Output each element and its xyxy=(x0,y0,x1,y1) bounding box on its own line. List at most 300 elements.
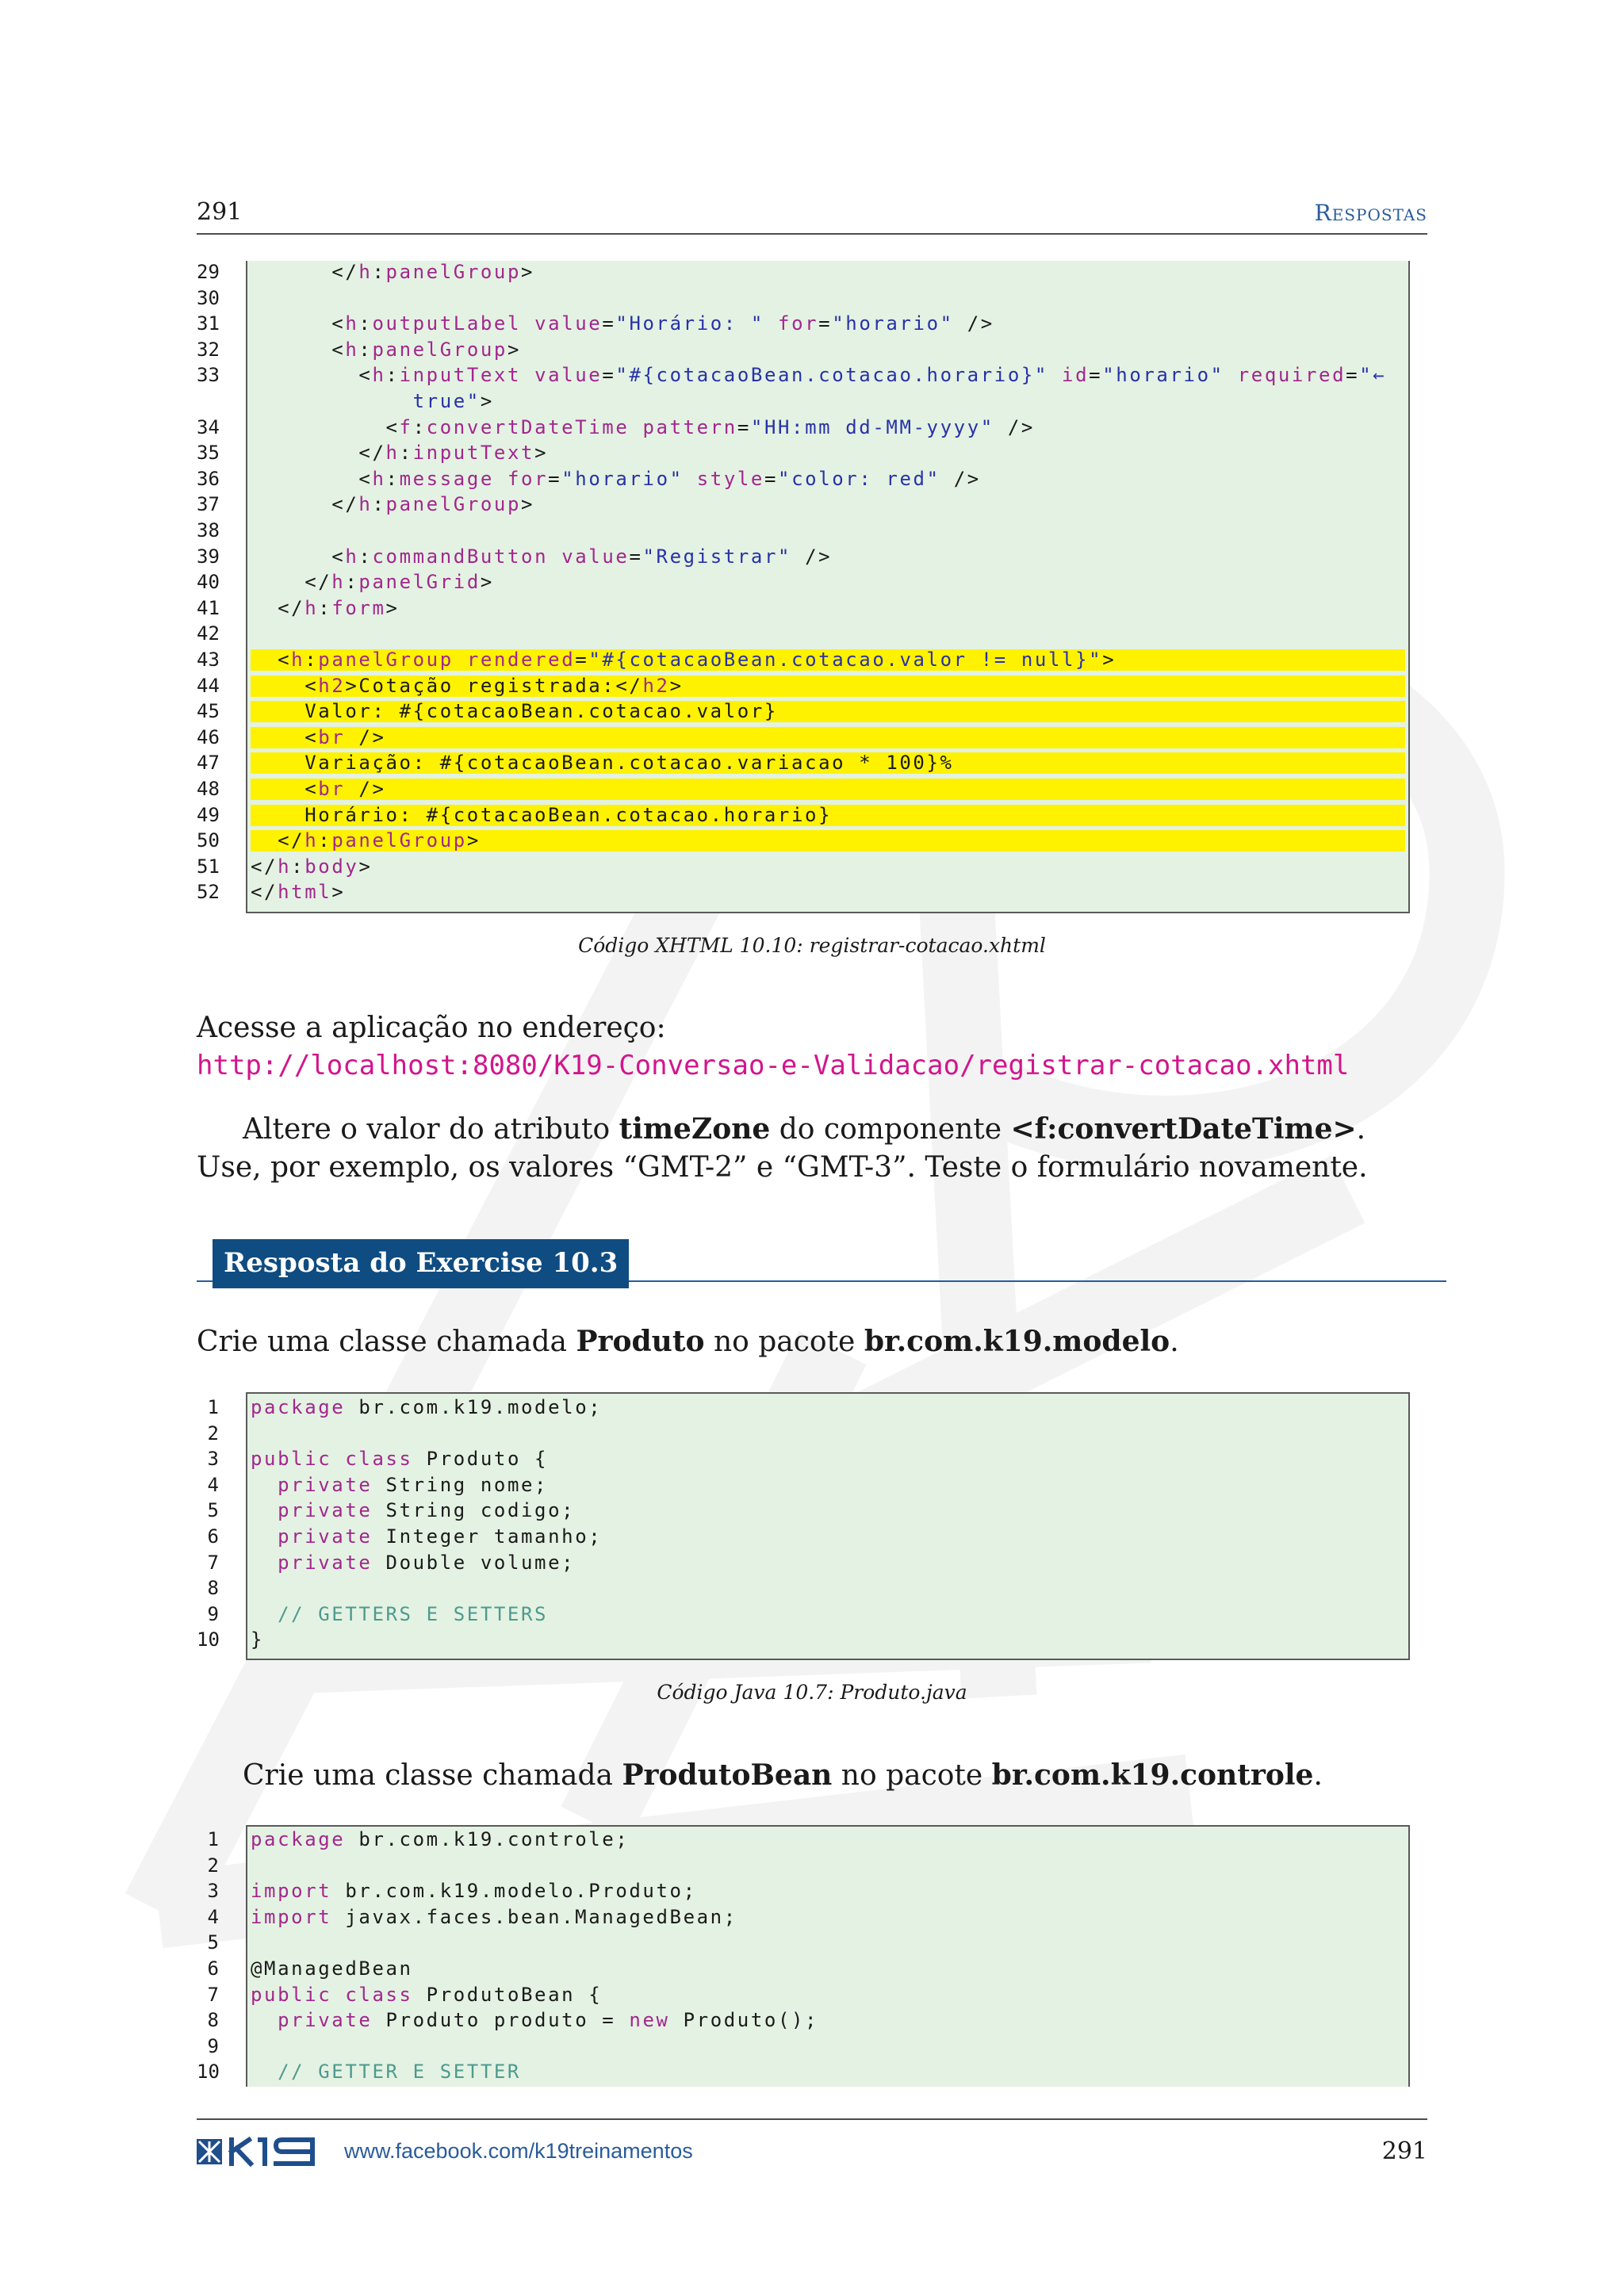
code-line xyxy=(197,311,1410,337)
code-token xyxy=(764,312,778,335)
code-token: inputText xyxy=(399,364,522,387)
line-number: 3 xyxy=(207,1448,219,1471)
code-line xyxy=(197,1930,1410,1956)
code-line xyxy=(197,647,1410,673)
code-text xyxy=(251,337,521,363)
code-line xyxy=(197,1550,1410,1576)
code-token: value xyxy=(561,545,630,568)
line-number: 50 xyxy=(197,829,220,852)
line-number: 5 xyxy=(207,1931,219,1954)
code-line xyxy=(197,259,1410,285)
code-text xyxy=(251,1524,602,1550)
code-line xyxy=(197,879,1410,905)
code-token: body xyxy=(304,855,359,878)
code-token: private xyxy=(278,1499,373,1522)
line-number: 9 xyxy=(207,2034,219,2057)
line-number: 46 xyxy=(197,725,220,748)
timezone-paragraph xyxy=(197,1110,1427,1187)
code-line xyxy=(197,1395,1410,1421)
code-token: = xyxy=(764,467,779,490)
code-token: h xyxy=(345,312,359,335)
code-text xyxy=(251,466,981,492)
code-token: message xyxy=(399,467,494,490)
code-token: h xyxy=(345,545,359,568)
code-token: : xyxy=(345,571,359,594)
code-line xyxy=(197,828,1410,854)
code-line xyxy=(197,2059,1410,2085)
code-text xyxy=(251,1627,264,1653)
code-token: < xyxy=(251,545,346,568)
code-text xyxy=(251,725,386,751)
code-token: = xyxy=(602,364,616,387)
code-token xyxy=(1048,364,1062,386)
code-line xyxy=(197,1956,1410,1982)
code-text xyxy=(251,1498,575,1524)
line-number: 41 xyxy=(197,596,220,619)
code-text xyxy=(251,698,778,725)
line-number: 49 xyxy=(197,803,220,826)
code-token: /> xyxy=(994,415,1035,438)
code-token: < xyxy=(251,467,373,490)
code-line xyxy=(197,1827,1410,1853)
code-token: "Horário: " xyxy=(615,312,764,335)
code-text xyxy=(251,1904,737,1931)
code-token: < xyxy=(251,725,319,748)
code-token: > xyxy=(480,390,494,412)
code-token xyxy=(629,416,642,438)
code-token xyxy=(331,1984,345,2006)
code-line xyxy=(197,285,1410,312)
line-number: 2 xyxy=(207,1854,219,1877)
code-token: br xyxy=(318,725,346,748)
code-token: Produto produto = xyxy=(372,2009,630,2032)
code-line xyxy=(197,492,1410,518)
code-token xyxy=(251,1474,278,1496)
code-token: > xyxy=(534,442,549,465)
code-token: "horario" xyxy=(1102,364,1224,387)
para-text: . xyxy=(1313,1759,1323,1792)
line-number: 48 xyxy=(197,778,220,800)
line-number: 1 xyxy=(207,1828,219,1850)
code-token: : xyxy=(399,442,413,465)
code-token: convertDateTime xyxy=(426,415,630,438)
access-text: Acesse a aplicação no endereço: xyxy=(197,1012,666,1044)
code-text xyxy=(251,544,832,570)
code-line xyxy=(197,544,1410,570)
line-number: 31 xyxy=(197,312,220,335)
code-token: = xyxy=(818,312,833,335)
para-text: . Use, por exemplo, os valores “GMT-2” e “GMT-3”. Teste o formulário novamente. xyxy=(197,1113,1368,1184)
line-number: 7 xyxy=(207,1551,219,1574)
code-line xyxy=(197,1524,1410,1550)
code-token: br.com.k19.modelo; xyxy=(345,1396,603,1418)
code-token: > xyxy=(331,881,346,904)
line-number: 2 xyxy=(207,1422,219,1445)
line-number: 51 xyxy=(197,855,220,878)
code-line xyxy=(197,2007,1410,2034)
code-listing-java-produtobean xyxy=(197,1825,1410,2087)
code-token: outputLabel xyxy=(372,312,522,335)
line-highlight xyxy=(251,779,1405,800)
code-token: private xyxy=(278,1473,373,1496)
code-token: /> xyxy=(345,725,386,748)
code-token: < xyxy=(251,778,319,800)
code-token: </ xyxy=(251,442,386,465)
code-token: : xyxy=(318,596,332,619)
code-token: /> xyxy=(791,545,833,568)
section-title: Respostas xyxy=(1314,200,1427,226)
code-line xyxy=(197,1627,1410,1653)
code-text xyxy=(251,2059,521,2085)
code-line xyxy=(197,1472,1410,1498)
code-token: Double volume; xyxy=(372,1551,576,1574)
code-token: = xyxy=(1089,364,1103,387)
code-line xyxy=(197,750,1410,776)
line-number: 4 xyxy=(207,1905,219,1928)
code-line xyxy=(197,1982,1410,2008)
code-token: > xyxy=(521,493,535,516)
code-listing-xhtml xyxy=(197,261,1410,913)
code-line xyxy=(197,1853,1410,1879)
code-token: // GETTER E SETTER xyxy=(251,2061,521,2084)
code-token: h xyxy=(358,261,373,283)
code-text xyxy=(251,879,345,905)
line-number: 7 xyxy=(207,1983,219,2006)
code-token: = xyxy=(602,312,616,335)
code-token: br.com.k19.controle; xyxy=(345,1828,630,1850)
line-number: 5 xyxy=(207,1499,219,1522)
code-token: h xyxy=(291,649,305,671)
code-text xyxy=(251,492,534,518)
code-token: panelGroup xyxy=(372,338,508,361)
code-token: </ xyxy=(251,881,278,904)
code-token: /> xyxy=(953,312,994,335)
line-highlight xyxy=(251,727,1405,748)
para-bold: timeZone xyxy=(619,1112,771,1146)
code-token: // GETTERS E SETTERS xyxy=(251,1602,549,1625)
code-token: < xyxy=(251,674,319,697)
code-line xyxy=(197,595,1410,622)
code-token: > xyxy=(507,338,522,361)
code-line xyxy=(197,466,1410,492)
code-token: = xyxy=(629,545,643,568)
code-token: : xyxy=(358,545,373,568)
code-token: < xyxy=(251,364,373,387)
code-token: h xyxy=(385,442,400,465)
para-bold: br.com.k19.controle xyxy=(991,1758,1314,1792)
produto-paragraph xyxy=(197,1322,1427,1361)
para-bold: ProdutoBean xyxy=(622,1758,833,1792)
code-token: pattern xyxy=(642,415,737,438)
line-number: 3 xyxy=(207,1880,219,1903)
code-text xyxy=(251,440,548,466)
line-number: 8 xyxy=(207,1577,219,1600)
code-token xyxy=(521,364,534,386)
code-token: commandButton xyxy=(372,545,549,568)
line-number: 10 xyxy=(197,2061,220,2084)
footer-link[interactable]: www.facebook.com/k19treinamentos xyxy=(344,2139,693,2163)
code-token xyxy=(1224,364,1238,386)
line-number: 37 xyxy=(197,493,220,516)
code-line xyxy=(197,1904,1410,1931)
code-text xyxy=(251,750,954,776)
code-token: h xyxy=(331,571,346,594)
line-number: 29 xyxy=(197,261,220,283)
code-token: > xyxy=(466,829,481,852)
code-text xyxy=(251,1601,548,1628)
code-token: class xyxy=(345,1448,413,1471)
code-line xyxy=(197,673,1410,699)
line-number: 33 xyxy=(197,364,220,387)
code-text xyxy=(251,415,1035,441)
para-bold: Produto xyxy=(576,1325,705,1358)
para-text: Crie uma classe chamada xyxy=(197,1326,576,1358)
page-number: 291 xyxy=(197,198,243,226)
code-line xyxy=(197,1878,1410,1904)
code-token: Produto { xyxy=(412,1448,549,1471)
code-token: public xyxy=(251,1983,332,2006)
code-token: class xyxy=(345,1983,413,2006)
code-token: f xyxy=(399,415,413,438)
code-token: h xyxy=(358,493,373,516)
code-token: "#{cotacaoBean.cotacao.valor != null}" xyxy=(588,649,1103,671)
k19-logo xyxy=(197,2136,320,2168)
code-token xyxy=(684,468,697,490)
code-text xyxy=(251,1956,413,1982)
code-text xyxy=(251,259,534,285)
code-token: = xyxy=(548,467,562,490)
code-line xyxy=(197,518,1410,544)
page-footer xyxy=(197,2118,1427,2182)
code-token: </ xyxy=(251,596,305,619)
line-number: 44 xyxy=(197,674,220,697)
code-token xyxy=(548,545,561,568)
code-token: html xyxy=(278,881,332,904)
code-text xyxy=(251,1446,548,1472)
code-text xyxy=(251,854,373,880)
code-text xyxy=(251,802,832,828)
code-token: panelGroup xyxy=(331,829,467,852)
para-bold: <f:convertDateTime> xyxy=(1010,1112,1357,1146)
line-number: 6 xyxy=(207,1957,219,1980)
code-token: package xyxy=(251,1396,346,1418)
code-text xyxy=(251,311,994,337)
code-text xyxy=(251,776,386,802)
code-token: value xyxy=(534,312,603,335)
code-line xyxy=(197,621,1410,647)
code-text xyxy=(251,1550,575,1576)
line-number: 42 xyxy=(197,622,220,645)
code-token: h xyxy=(372,467,386,490)
code-token: "color: red" xyxy=(778,467,940,490)
code-token: Valor: #{cotacaoBean.cotacao.valor} xyxy=(251,700,778,723)
code-text xyxy=(251,647,1116,673)
code-token: h2 xyxy=(318,674,346,697)
code-line xyxy=(197,1498,1410,1524)
code-token: > xyxy=(521,261,535,283)
para-text: Crie uma classe chamada xyxy=(243,1759,622,1792)
code-token xyxy=(521,312,534,335)
para-text: do componente xyxy=(770,1113,1011,1146)
line-number: 32 xyxy=(197,338,220,361)
code-text xyxy=(251,388,494,415)
code-token: : xyxy=(372,493,386,516)
line-number: 8 xyxy=(207,2009,219,2032)
code-token: package xyxy=(251,1828,346,1850)
code-token: : xyxy=(372,261,386,283)
code-token: : xyxy=(358,338,373,361)
code-token: rendered xyxy=(466,649,576,671)
code-line xyxy=(197,802,1410,828)
code-line xyxy=(197,1575,1410,1601)
line-number: 36 xyxy=(197,467,220,490)
code-text xyxy=(251,673,684,699)
section-heading: Resposta do Exercise 10.3 xyxy=(213,1239,629,1288)
code-token: h xyxy=(345,338,359,361)
code-line xyxy=(197,1446,1410,1472)
line-number: 38 xyxy=(197,519,220,541)
code-token: style xyxy=(696,467,764,490)
line-number: 4 xyxy=(207,1473,219,1496)
code-token: "← xyxy=(1359,364,1387,387)
code-token: br xyxy=(318,778,346,800)
line-number: 9 xyxy=(207,1602,219,1625)
code-line xyxy=(197,1601,1410,1628)
code-token: br.com.k19.modelo.Produto; xyxy=(331,1880,697,1903)
code-token: h xyxy=(278,855,292,878)
code-text xyxy=(251,1878,697,1904)
code-token: < xyxy=(251,338,346,361)
code-token: "#{cotacaoBean.cotacao.horario}" xyxy=(615,364,1048,387)
code-token: : xyxy=(385,467,400,490)
code-token: Integer tamanho; xyxy=(372,1525,603,1548)
code-token: Horário: #{cotacaoBean.cotacao.horario} xyxy=(251,803,833,826)
code-token: h xyxy=(304,596,319,619)
code-token: private xyxy=(278,2009,373,2032)
code-token xyxy=(331,1448,345,1470)
code-caption: Código XHTML 10.10: registrar-cotacao.xhtml xyxy=(578,934,1046,957)
code-token: true" xyxy=(251,390,481,412)
code-token: : xyxy=(291,855,305,878)
code-token: </ xyxy=(251,829,305,852)
code-text xyxy=(251,1827,629,1853)
code-token xyxy=(251,1552,278,1574)
code-token: : xyxy=(412,415,427,438)
line-number: 40 xyxy=(197,571,220,594)
code-token: javax.faces.bean.ManagedBean; xyxy=(331,1905,737,1928)
code-token: form xyxy=(331,596,386,619)
code-token: import xyxy=(251,1905,332,1928)
code-token: public xyxy=(251,1448,332,1471)
line-number: 35 xyxy=(197,442,220,465)
code-line xyxy=(197,388,1410,415)
line-number: 43 xyxy=(197,649,220,671)
para-text: no pacote xyxy=(704,1326,864,1358)
code-line xyxy=(197,569,1410,595)
code-token: </ xyxy=(251,571,332,594)
code-line xyxy=(197,854,1410,880)
code-text xyxy=(251,362,1386,388)
code-text xyxy=(251,1982,602,2008)
code-token: new xyxy=(629,2009,670,2032)
para-bold: br.com.k19.modelo xyxy=(864,1325,1170,1358)
code-token xyxy=(251,1499,278,1521)
code-token: </ xyxy=(251,493,359,516)
code-listing-java-produto xyxy=(197,1392,1410,1660)
code-token: /> xyxy=(345,778,386,800)
code-token: "HH:mm dd-MM-yyyy" xyxy=(750,415,994,438)
line-number: 30 xyxy=(197,286,220,309)
code-token: ProdutoBean { xyxy=(412,1983,603,2006)
code-token: h xyxy=(372,364,386,387)
para-text: no pacote xyxy=(832,1759,992,1792)
code-token: > xyxy=(480,571,494,594)
code-line xyxy=(197,725,1410,751)
code-token: required xyxy=(1237,364,1346,387)
code-token: < xyxy=(251,415,400,438)
code-token: h xyxy=(304,829,319,852)
code-text xyxy=(251,595,400,622)
code-token: < xyxy=(251,312,346,335)
code-line xyxy=(197,776,1410,802)
code-token: panelGroup xyxy=(385,493,522,516)
code-token: >Cotação registrada:</ xyxy=(345,674,643,697)
code-token: </ xyxy=(251,855,278,878)
code-text xyxy=(251,1395,602,1421)
line-number: 52 xyxy=(197,881,220,904)
code-token: : xyxy=(358,312,373,335)
code-token: inputText xyxy=(412,442,535,465)
app-url-link[interactable]: http://localhost:8080/K19-Conversao-e-Validacao/registrar-cotacao.xhtml xyxy=(197,1050,1350,1081)
code-token: String nome; xyxy=(372,1473,549,1496)
code-token: for xyxy=(778,312,819,335)
footer-page-number: 291 xyxy=(1381,2137,1427,2165)
code-token: : xyxy=(385,364,400,387)
code-line xyxy=(197,440,1410,466)
produtobean-paragraph xyxy=(197,1756,1427,1795)
para-text: Altere o valor do atributo xyxy=(243,1113,619,1146)
code-line xyxy=(197,1421,1410,1447)
code-line xyxy=(197,698,1410,725)
line-number: 6 xyxy=(207,1525,219,1548)
code-text xyxy=(251,1472,548,1498)
code-token: String codigo; xyxy=(372,1499,576,1522)
code-token: private xyxy=(278,1551,373,1574)
code-token: panelGrid xyxy=(358,571,481,594)
code-token: h2 xyxy=(642,674,670,697)
code-token: /> xyxy=(940,467,981,490)
line-number: 47 xyxy=(197,752,220,775)
code-token: import xyxy=(251,1880,332,1903)
code-token: private xyxy=(278,1525,373,1548)
code-token: > xyxy=(358,855,373,878)
code-token: } xyxy=(251,1628,265,1651)
code-token xyxy=(251,2009,278,2031)
code-text xyxy=(251,828,481,854)
code-token: @ManagedBean xyxy=(251,1957,413,1980)
line-number: 10 xyxy=(197,1628,220,1651)
line-number: 1 xyxy=(207,1396,219,1418)
code-token: value xyxy=(534,364,603,387)
code-line xyxy=(197,2034,1410,2060)
code-token: "horario" xyxy=(832,312,954,335)
code-token: </ xyxy=(251,261,359,283)
code-token: = xyxy=(1346,364,1360,387)
code-token: Variação: #{cotacaoBean.cotacao.variacao * 100}% xyxy=(251,752,954,775)
page-header xyxy=(197,197,1427,235)
code-token: : xyxy=(318,829,332,852)
code-text xyxy=(251,569,494,595)
